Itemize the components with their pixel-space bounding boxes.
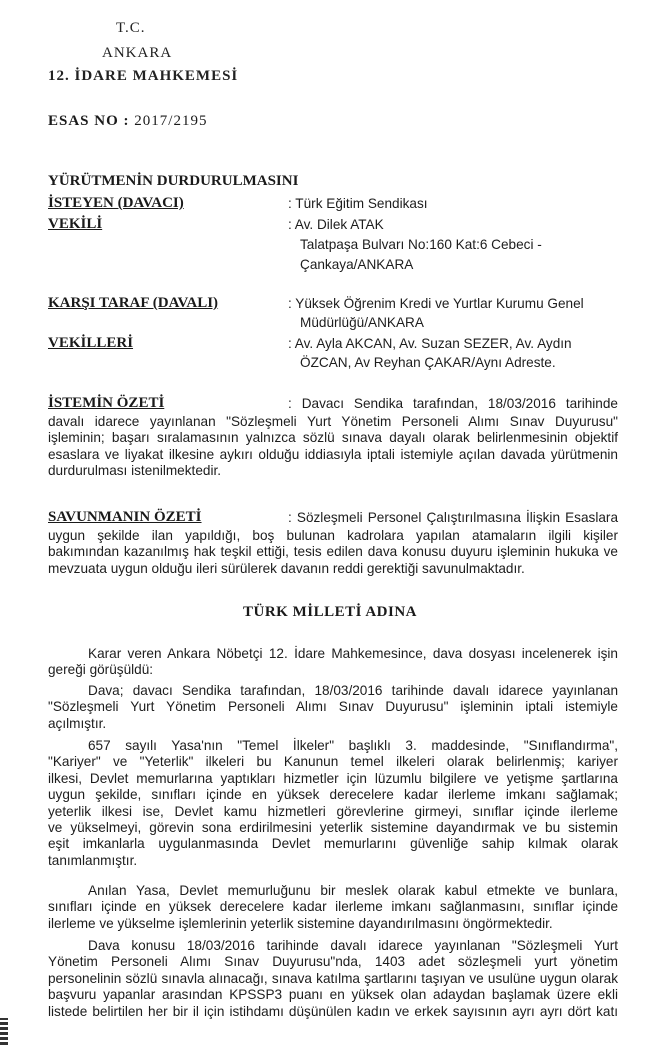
body-line: Karar veren Ankara Nöbetçi 12. İdare Mahkemesince, dava dosyası incelenerek işin xyxy=(88,646,618,661)
edge-barcode-mark xyxy=(0,1018,8,1045)
case-number xyxy=(48,113,207,130)
istem-line: durdurulması istenilmektedir. xyxy=(48,463,222,479)
case-number-label: ESAS NO : xyxy=(48,113,130,129)
body-line: ilkesi, Devlet memurlarına yaptıkları hizmetler için lüzumlu bilgilere ve yetişme şartlarına xyxy=(48,770,618,786)
body-line: "Kariyer" ve "Yeterlik" ilkeleri bu Kanunun temel ilkeleri olarak belirlenmiş; kariyer xyxy=(48,754,618,770)
istem-first-line: : Davacı Sendika tarafından, 18/03/2016 tarihinde xyxy=(288,396,618,411)
body-line: uygun şekilde, sınıfları içinde en yüksek derecelere kadar ilerleme imkanı sağlamak; xyxy=(48,787,618,803)
header-city: ANKARA xyxy=(102,45,173,61)
vekili-label: VEKİLİ xyxy=(48,216,103,232)
savunma-line: mevzuata uygun olduğu ileri sürülerek davanın reddi gerektiği savunulmaktadır. xyxy=(48,560,525,576)
istem-line: esaslara ve liyakat ilkesine aykırı olduğu iddiasıyla iptali istemiyle açılan davada yürütmenin xyxy=(48,446,618,462)
savunma-label: SAVUNMANIN ÖZETİ xyxy=(48,509,202,525)
body-paragraph-3 xyxy=(48,738,618,869)
vekili-value: : Av. Dilek ATAK xyxy=(288,217,384,232)
decision-heading: TÜRK MİLLETİ ADINA xyxy=(242,604,418,620)
karsi-taraf-value-line2: Müdürlüğü/ANKARA xyxy=(300,315,424,330)
vekili-address-line2: Çankaya/ANKARA xyxy=(300,257,414,272)
body-line: "Sözleşmeli Yurt Yönetim Personeli Alımı Sınav Duyurusu" işleminin iptali istemiyle xyxy=(48,699,618,715)
header-tc: T.C. xyxy=(116,20,146,36)
body-paragraph-4 xyxy=(48,883,618,932)
isteyen-value: : Türk Eğitim Sendikası xyxy=(288,196,428,211)
savunma-paragraph xyxy=(48,528,618,577)
body-line: tanımlanmıştır. xyxy=(48,852,138,868)
body-line: eşit imkanlarla uygulanmasında Devlet memurlarını güvenliğe sahip kılmak olarak xyxy=(48,836,618,852)
savunma-line: uygun şekilde ilan yapıldığı, boş bulunan kadrolara yapılan atamaların ilgili kişiler xyxy=(48,528,618,543)
body-line: ilerleme ve yükselme işlemlerinin yeterlik sistemine dayandırılmasını öngörmektedir. xyxy=(48,915,553,931)
vekilleri-value-line2: ÖZCAN, Av Reyhan ÇAKAR/Aynı Adreste. xyxy=(300,355,556,370)
body-paragraph-1 xyxy=(48,646,618,679)
vekilleri-value-line1: : Av. Ayla AKCAN, Av. Suzan SEZER, Av. Aydın xyxy=(288,336,572,351)
karsi-taraf-label: KARŞI TARAF (DAVALI) xyxy=(48,295,219,311)
body-line: listede belirtilen her bir il için istihdamı düşünülen kadın ve erkek sayısının ayrı ayrı dört katı xyxy=(48,1003,618,1019)
vekilleri-label: VEKİLLERİ xyxy=(48,335,134,351)
savunma-line: bakımından kazanılmış hak teşkil ettiği, tesis edilen dava konusu duyuru işleminin hukuka ve xyxy=(48,544,618,560)
body-line: yeterlik ilkesi ise, Devlet kamu hizmetleri görevlerine girmeyi, sınıflar içinde ilerleme xyxy=(48,803,618,819)
body-line: gereği görüşüldü: xyxy=(48,662,154,678)
body-paragraph-2 xyxy=(48,683,618,732)
body-paragraph-5 xyxy=(48,938,618,1020)
istem-paragraph xyxy=(48,414,618,480)
body-line: Yönetim Personeli Alımı Sınav Duyurusu"nda, 1403 adet sözleşmeli yurt yönetim xyxy=(48,954,618,970)
istem-label: İSTEMİN ÖZETİ xyxy=(48,395,165,411)
body-line: sınıfları içinde en yüksek derecelere kadar ilerleme imkanı sağlanmasını, sınıflar içinde xyxy=(48,899,618,915)
body-line: 657 sayılı Yasa'nın "Temel İlkeler" başlıklı 3. maddesinde, "Sınıflandırma", xyxy=(88,738,618,753)
istem-line: davalı idarece yayınlanan "Sözleşmeli Yurt Yönetim Personeli Alımı Sınav Duyurusu" xyxy=(48,414,618,429)
header-court: 12. İDARE MAHKEMESİ xyxy=(48,68,239,84)
istem-line: işleminin; başarı sıralamasının yalnızca sözlü sınava dayalı olarak belirlenmesinin objektif xyxy=(48,430,618,446)
body-line: Dava; davacı Sendika tarafından, 18/03/2016 tarihinde davalı idarece yayınlanan xyxy=(88,683,618,698)
request-title: YÜRÜTMENİN DURDURULMASINI xyxy=(48,173,299,189)
savunma-first-line: : Sözleşmeli Personel Çalıştırılmasına İlişkin Esaslara xyxy=(288,510,618,525)
isteyen-label: İSTEYEN (DAVACI) xyxy=(48,195,184,211)
body-line: Anılan Yasa, Devlet memurluğunu bir meslek olarak kabul etmekte ve bunlara, xyxy=(88,883,618,898)
body-line: açılmıştır. xyxy=(48,715,107,731)
body-line: ve yükselmeyi, görevin sona erdirilmesini yeterlik sistemine dayandırmak ve bu sistemin xyxy=(48,820,618,836)
karsi-taraf-value-line1: : Yüksek Öğrenim Kredi ve Yurtlar Kurumu Genel xyxy=(288,296,584,311)
case-number-value: 2017/2195 xyxy=(134,113,208,129)
body-line: başvuru yapanlar arasından KPSSP3 puanı en yüksek olan adaydan başlamak üzere ekli xyxy=(48,987,618,1003)
body-line: personelinin sözlü sınavla alınacağı, sınava katılma şartlarını taşıyan ve usulüne uygun olarak xyxy=(48,970,618,986)
body-line: Dava konusu 18/03/2016 tarihinde davalı idarece yayınlanan "Sözleşmeli Yurt xyxy=(88,938,618,953)
vekili-address-line1: Talatpaşa Bulvarı No:160 Kat:6 Cebeci - xyxy=(300,237,542,252)
